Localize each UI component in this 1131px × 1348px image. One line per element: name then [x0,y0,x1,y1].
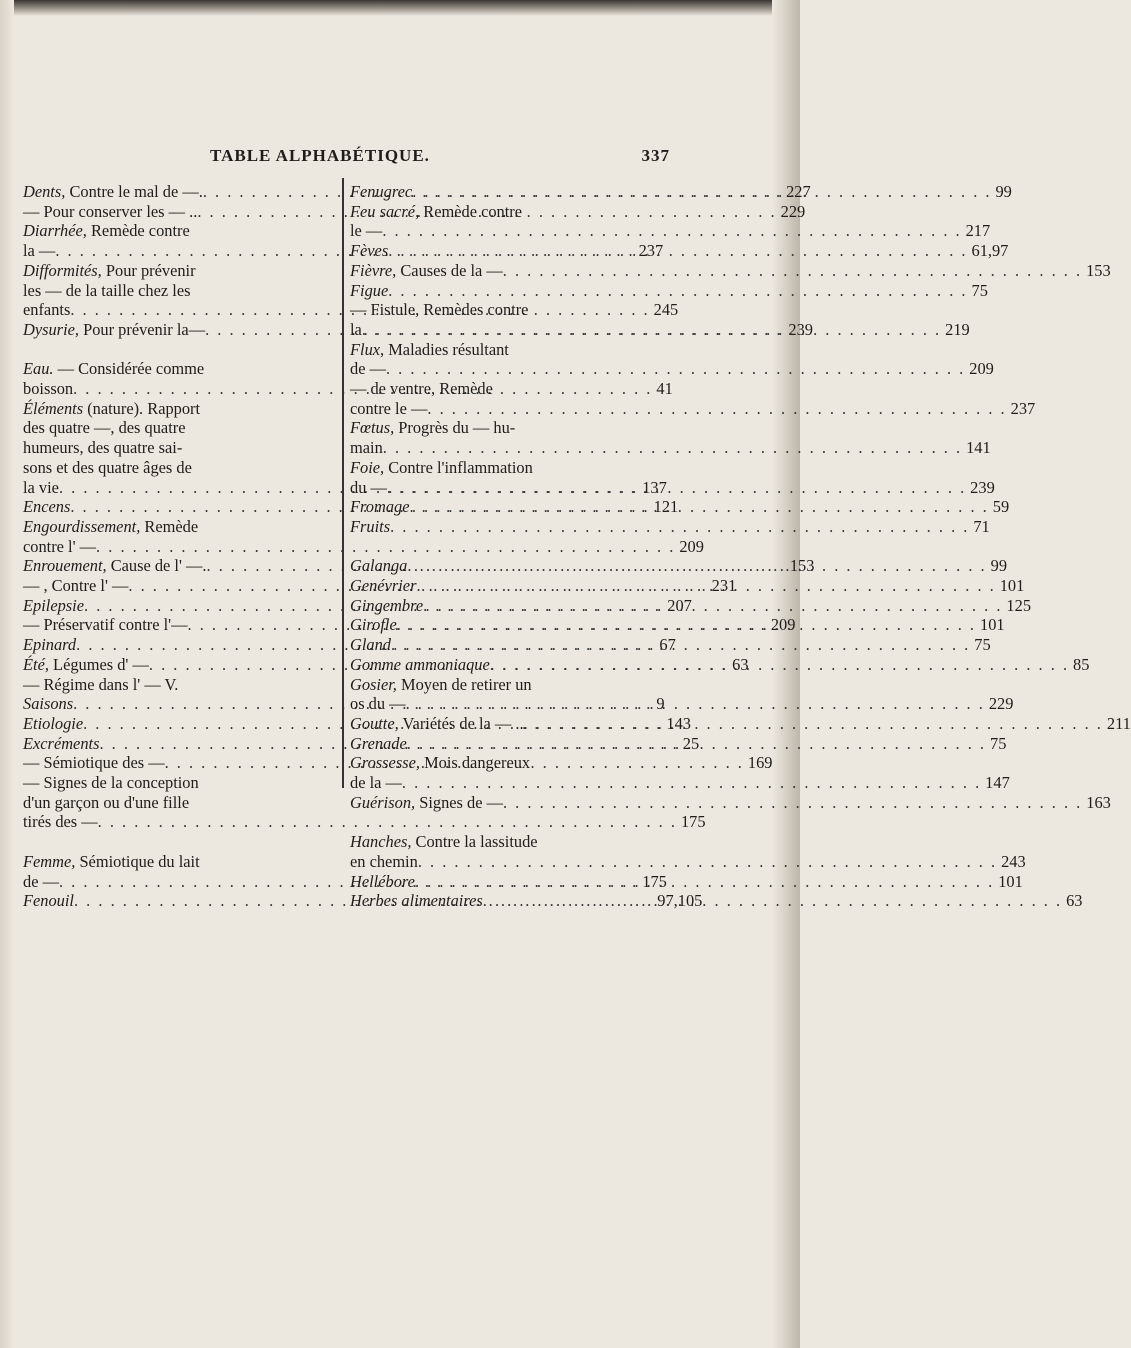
entry-keyword: Feu sacré, [350,201,420,221]
page-reference: 209 [969,359,994,379]
entry-text [350,241,388,261]
entry-text [350,675,532,695]
entry-text [23,281,190,301]
page-top-shadow [0,0,800,16]
entry-description: — Régime dans l' — V. [23,674,179,694]
entry-keyword: Hanches, [350,832,412,852]
entry-description: Contre la lassitude [411,832,538,852]
entry-keyword: Excréments [23,733,100,753]
entry-line [350,340,660,360]
entry-line [350,359,994,379]
page-reference: 217 [965,221,991,241]
page-reference: 141 [966,438,991,458]
page-reference: 231 [711,576,737,596]
entry-keyword: Epinard [23,635,77,655]
entry-text [23,793,189,813]
entry-keyword: Difformités, [23,260,102,280]
entry-text [23,517,198,537]
entry-line [23,675,338,695]
dot-leader [415,872,994,892]
entry-line [23,399,338,419]
entry-text [23,615,188,635]
dot-leader [524,714,1103,734]
page-reference: 97,105 [657,891,703,911]
dot-leader [409,497,988,517]
dot-leader [490,655,1069,675]
page-reference: 71 [973,516,990,536]
index-entry [350,516,990,537]
entry-line [350,280,988,301]
entry-text [350,694,406,714]
page-reference: 163 [1086,792,1111,812]
entry-text [350,340,509,360]
entry-line [23,517,338,537]
page-reference: 9 [656,694,665,714]
entry-description: — Pour conserver les — .. [23,201,198,221]
entry-keyword: Galanga [350,556,408,576]
page-reference: 63 [1066,891,1083,911]
entry-text [23,872,59,892]
entry-text [23,753,165,773]
entry-continuation: sons et des quatre âges de [23,457,192,477]
entry-continuation: boisson [23,379,74,399]
entry-text [23,359,204,379]
entry-line [350,241,1009,261]
page-reference: 41 [656,379,673,399]
page-reference: 237 [1010,398,1036,418]
entry-keyword: Fièvre, [350,260,397,280]
entry-text [23,241,55,261]
entry-line [23,261,338,281]
entry-keyword: Gosier, [350,674,397,694]
dot-leader [383,438,962,458]
page-reference: 61,97 [971,241,1009,261]
entry-keyword: Figue [350,280,389,300]
index-entry [350,260,1111,281]
dot-leader [391,635,970,655]
entry-description: Remède contre [86,221,190,241]
entry-line [350,260,1111,281]
entry-text [23,675,178,695]
page-reference: 101 [999,576,1025,596]
dot-leader [397,615,976,635]
entry-description: — Considérée comme [53,359,205,379]
entry-text [350,576,416,596]
entry-keyword: Genévrier [350,576,417,596]
entry-line [23,812,706,832]
page-reference: 175 [680,812,706,832]
running-header [210,146,670,170]
entry-line [350,832,660,852]
entry-continuation: main [350,438,383,458]
entry-description: Maladies résultant [384,339,509,359]
page-reference: 229 [780,201,806,221]
entry-text [350,793,503,813]
entry-text [23,635,76,655]
entry-description: Cause de l' —. [106,556,207,576]
entry-line [350,871,1023,892]
entry-description: Pour prévenir la— [79,319,206,339]
entry-text [23,182,203,202]
entry-keyword: Éléments [23,398,84,418]
entry-line [350,516,990,537]
entry-continuation: le — [350,221,383,241]
entry-text [23,458,192,478]
entry-keyword: Été, [23,654,49,674]
dot-leader [423,596,1002,616]
dot-leader [427,399,1006,419]
page-reference: 153 [1086,260,1111,280]
header-title: TABLE ALPHABÉTIQUE. [210,146,430,165]
entry-keyword: Fenouil [23,891,74,911]
index-entry [23,675,338,695]
entry-line [350,753,660,773]
page-reference: 239 [788,319,813,339]
index-entry [350,674,1014,714]
entry-continuation: des quatre —, des quatre [23,418,186,438]
page-reference: 147 [985,773,1010,793]
entry-description: — Préservatif contre l'— [23,615,188,635]
entry-text [350,458,533,478]
entry-line [350,694,1014,714]
entry-line [23,852,338,872]
entry-description: Contre l'inflammation [384,457,533,477]
entry-description: (nature). Rapport [83,398,201,418]
entry-keyword: Grenade [350,733,407,753]
entry-keyword: Fromage [350,497,410,517]
dot-leader [416,576,995,596]
entry-line [23,438,338,458]
entry-text [23,576,128,596]
entry-keyword: Gland [350,635,391,655]
page-reference: 243 [1001,851,1026,871]
entry-line [350,221,991,241]
entry-text [350,517,390,537]
dot-leader [503,261,1082,281]
entry-keyword: Fenugrec [350,182,413,201]
dot-leader [388,281,967,301]
page-reference: 75 [974,635,991,655]
entry-line [23,359,338,379]
entry-text [23,734,99,754]
entry-continuation: du — [350,477,387,497]
entry-description: Signes de — [415,792,503,812]
entry-text [23,596,84,616]
entry-text [23,202,197,222]
entry-line [350,773,1010,793]
page-reference: 85 [1073,654,1090,674]
entry-continuation: de — [23,871,59,891]
entry-line [350,418,660,438]
index-entry [350,339,994,379]
entry-text [23,714,83,734]
entry-keyword: Fœtus, [350,418,395,438]
dot-leader [382,221,961,241]
page-reference: 59 [992,497,1010,517]
entry-keyword: Dysurie, [23,319,79,339]
entry-keyword: Goutte, [350,713,399,733]
entry-text [23,300,70,320]
entry-continuation: les — de la taille chez les [23,280,191,300]
entry-line [23,221,338,241]
entry-text [23,694,73,714]
entry-description: Contre le mal de —. [65,182,203,201]
entry-description: — Sémiotique des — [23,753,165,773]
entry-text [23,320,205,340]
entry-text [350,596,423,616]
entry-text [23,438,182,458]
entry-keyword: Gomme ammoniaque [350,654,490,674]
entry-text [23,655,149,675]
entry-text [350,635,391,655]
entry-text [350,399,427,419]
entry-keyword: Epilepsie [23,595,84,615]
entry-description: Mois dangereux [419,753,531,773]
page-reference: 125 [1006,595,1032,615]
entry-keyword: Fruits [350,516,391,536]
index-entry [350,241,1009,261]
entry-text [350,497,409,517]
entry-line [23,536,704,557]
entry-description: — de ventre, Remède [350,379,493,399]
dot-leader [388,241,967,261]
entry-keyword: Etiologie [23,713,84,733]
page-reference: 99 [995,182,1012,201]
entry-continuation: humeurs, des quatre sai- [23,438,183,458]
entry-text [23,556,207,576]
entry-keyword: Encens [23,497,71,517]
entry-text [350,202,522,222]
entry-text [350,832,538,852]
entry-keyword: Femme, [23,851,76,871]
entry-keyword: Fèves [350,241,389,261]
entry-description: Légumes d' — [48,654,149,674]
entry-text [23,478,59,498]
entry-text [350,734,407,754]
page-reference: 245 [653,300,679,320]
entry-keyword: Grossesse, [350,753,420,773]
entry-text [350,714,524,734]
entry-continuation: contre le — [350,398,428,418]
entry-description: Remède [140,516,199,536]
entry-text [23,221,190,241]
page-reference: 101 [998,871,1023,891]
dot-leader [503,793,1082,813]
entry-text [23,261,196,281]
index-entry [350,832,1026,871]
entry-description: — Fistule, Remèdes contre [350,300,529,320]
entry-description: — , Contre l' — [23,576,129,596]
entry-text [23,537,96,557]
page-reference: 63 [732,654,749,674]
entry-text [350,261,503,281]
entry-continuation: la vie [23,477,59,497]
dot-leader [386,359,965,379]
entry-text [350,773,402,793]
entry-text [350,320,362,340]
entry-keyword: Foie, [350,457,385,477]
entry-text [23,418,185,438]
entry-description: Progrès du — hu- [394,418,516,438]
entry-continuation: en chemin [350,851,418,871]
dot-leader [406,694,985,714]
entry-description: Causes de la — [396,260,503,280]
dot-leader [362,320,941,340]
page-left-edge [0,0,14,1348]
entry-description: Remède contre [419,201,523,221]
entry-text [350,221,382,241]
page-reference: 25 [682,733,700,753]
page-reference: 209 [679,536,704,556]
entry-continuation: la — [23,241,56,261]
entry-text [350,556,407,576]
entry-text [350,852,418,872]
entry-text [23,399,200,419]
entry-description: Variétés de la — .. [398,713,524,733]
entry-keyword: Hellébore [350,871,415,891]
entry-line [350,477,995,498]
entry-description: Sémiotique du lait [75,851,200,871]
page-reference: 143 [666,713,691,733]
entry-line [23,281,338,301]
entry-line [350,458,660,478]
entry-keyword: Flux, [350,339,385,359]
page-number: 337 [641,146,670,165]
entry-keyword: Diarrhée, [23,221,87,241]
page-reference: 239 [970,477,995,497]
entry-text [23,812,98,832]
entry-line [23,319,813,340]
page-reference: 75 [971,280,988,300]
entry-text [350,478,387,498]
page-reference: 101 [980,615,1005,635]
entry-line [350,398,1036,419]
page-reference: 121 [653,497,679,517]
dot-leader [402,773,981,793]
page-reference: 99 [990,556,1008,576]
entry-line [23,773,338,793]
page-reference: 227 [786,182,811,201]
page-reference: 229 [988,694,1014,714]
entry-text [350,753,530,773]
entry-description: Moyen de retirer un [396,674,532,694]
dot-leader [483,891,1062,911]
dot-leader [407,556,986,576]
entry-line [350,792,1111,813]
entry-line [23,418,338,438]
entry-text [23,497,70,517]
entry-continuation: de la — [350,773,402,793]
entry-text [350,379,493,399]
entry-text [350,359,386,379]
entry-keyword: Saisons [23,694,74,714]
entry-text [350,182,412,202]
entry-continuation: tirés des — [23,812,98,832]
entry-line [350,202,660,222]
entry-text [23,852,200,872]
entry-text [350,872,415,892]
entry-text [350,281,388,301]
index-entry [350,280,988,301]
entry-text [23,773,199,793]
entry-text [350,418,515,438]
entry-text [350,438,383,458]
index-entry [350,871,1023,892]
entry-description: Pour prévenir [101,260,196,280]
entry-keyword: Girofle [350,615,397,635]
entry-description: — Signes de la conception [23,773,199,793]
page-reference: 209 [770,615,796,635]
entry-keyword: Guérison, [350,792,416,812]
entry-line [350,300,660,320]
entry-keyword: Enrouement, [23,556,107,576]
entry-keyword: Gingembre [350,595,424,615]
entry-continuation: d'un garçon ou d'une fille [23,792,190,812]
dot-leader [412,182,991,202]
page-reference: 137 [642,477,667,497]
entry-text [23,379,73,399]
page-reference: 207 [667,595,692,615]
page-reference: 211 [1106,713,1131,733]
entry-text [350,655,490,675]
index-entry [23,319,813,340]
index-entry [350,418,991,458]
index-entry [350,792,1111,813]
entry-line [350,379,660,399]
entry-continuation: de — [350,359,386,379]
page-reference: 153 [789,556,815,576]
entry-keyword: Engourdissement, [23,516,141,536]
page-reference: 237 [638,241,664,261]
entry-line [350,675,660,695]
index-entry [350,457,995,497]
entry-line [350,851,1026,872]
entry-text [350,615,397,635]
page-reference: 175 [642,871,667,891]
dot-leader [407,734,986,754]
entry-line [23,458,338,478]
entry-text [350,300,528,320]
entry-line [350,438,991,458]
entry-keyword: Herbes alimentaires [350,891,483,911]
dot-leader [390,517,969,537]
entry-text [350,891,483,911]
page-reference: 75 [990,733,1007,753]
dot-leader [418,852,997,872]
dot-leader [387,478,966,498]
page-reference: 169 [747,753,773,773]
entry-continuation: enfants [23,300,71,320]
entry-continuation: os du — [350,694,406,714]
entry-line [23,793,338,813]
entry-continuation: contre l' — [23,536,97,556]
page-reference: 67 [659,635,676,655]
entry-keyword: Dents, [23,182,66,201]
entry-continuation: la [350,319,362,339]
page-reference: 219 [945,319,970,339]
entry-text [23,891,74,911]
entry-keyword: Eau. [23,359,54,379]
